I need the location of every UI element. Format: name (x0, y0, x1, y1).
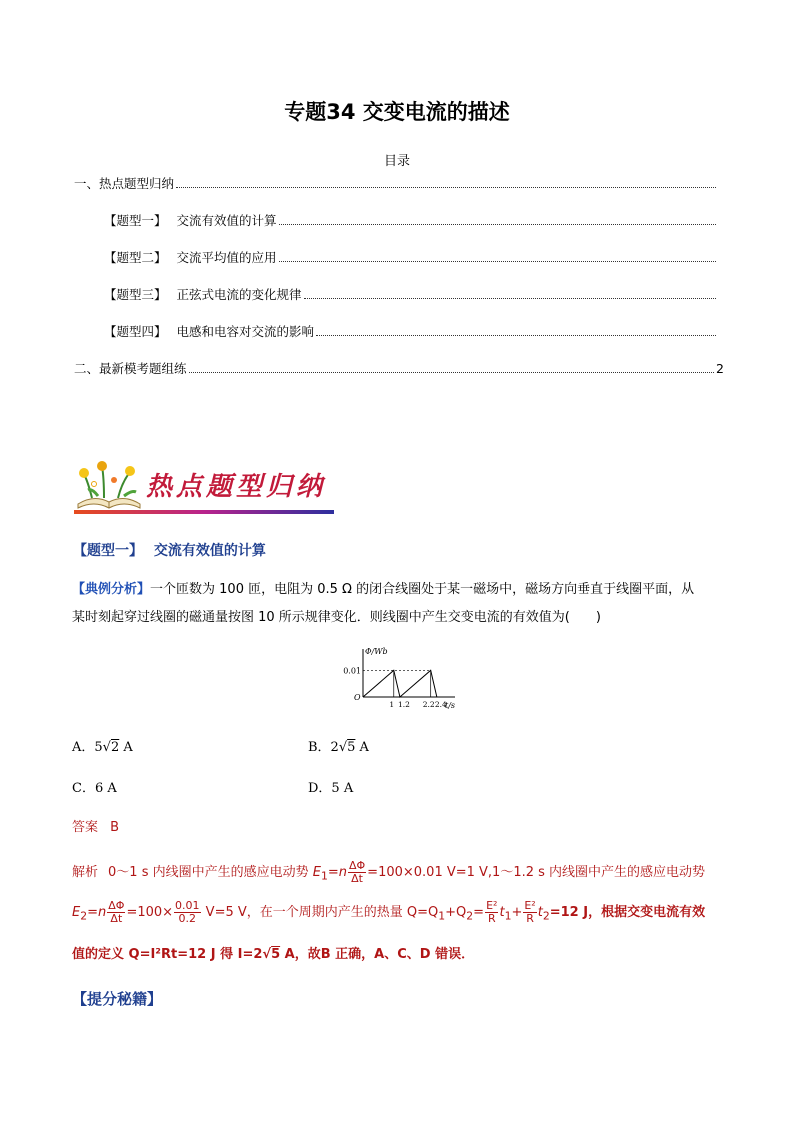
toc (74, 174, 724, 377)
y-axis-label: Φ/Wb (365, 647, 388, 656)
toc-entry[interactable] (74, 174, 724, 192)
book-flowers-icon (74, 460, 144, 510)
fraction-denominator: R (487, 912, 496, 925)
toc-entry-label: 交流平均值的应用 (176, 250, 277, 265)
toc-entry[interactable] (104, 322, 724, 340)
analysis-symbol: E (312, 865, 321, 880)
banner-underline (74, 510, 334, 514)
origin-label: O (354, 693, 361, 702)
fraction-numerator: 0.01 (175, 899, 200, 912)
analysis-subscript: 1 (504, 909, 512, 923)
analysis-text: =12 J，根据交变电流有效 (549, 905, 706, 920)
analysis-subscript: 2 (542, 909, 550, 923)
analysis-radicand: 5 (271, 947, 281, 962)
section-heading (73, 540, 266, 560)
fraction-denominator: R (526, 912, 534, 925)
toc-entry-tag: 【题型四】 (104, 324, 167, 339)
analysis-subscript: 2 (80, 909, 88, 923)
analysis-symbol: t (537, 905, 543, 920)
flux-series-line (363, 670, 437, 697)
option-d[interactable]: D．5 A (308, 781, 354, 796)
fraction-denominator: Δt (110, 912, 123, 925)
sqrt-symbol: √ (102, 740, 111, 755)
option-a[interactable] (72, 736, 133, 755)
analysis-text: +Q (445, 905, 467, 920)
banner-title: 热点题型归纳 (146, 472, 327, 502)
analysis-symbol: t (499, 905, 505, 920)
analysis-subscript: 1 (320, 869, 328, 883)
toc-entry-tag: 【题型二】 (104, 250, 167, 265)
analysis-text: 值的定义 Q=I²Rt=12 J 得 I=2 (72, 947, 263, 962)
option-b-radicand: 5 (347, 740, 356, 755)
fraction-numerator: ΔΦ (348, 859, 366, 872)
option-a-unit: A (119, 740, 133, 755)
toc-page: 2 (716, 361, 724, 376)
x-axis-label: t/s (445, 701, 455, 710)
toc-leader (189, 372, 715, 373)
fraction (174, 900, 201, 925)
example-line2: 某时刻起穿过线圈的磁通量按图 10 所示规律变化．则线圈中产生交变电流的有效值为( ) (72, 610, 601, 625)
toc-leader (279, 261, 716, 262)
answer-label: 答案 (72, 820, 99, 835)
example-tag: 【典例分析】 (72, 582, 151, 597)
analysis-symbol: =n (87, 905, 107, 920)
option-a-label: A．5 (72, 740, 103, 755)
analysis-text: + (511, 905, 523, 920)
x-tick-label: 1.2 (397, 700, 410, 709)
fraction (348, 860, 366, 885)
analysis-text: A，故B 正确，A、C、D 错误． (280, 947, 475, 962)
toc-entry-label: 一、热点题型归纳 (74, 176, 175, 191)
x-tick-label: 2.2 (422, 700, 435, 709)
option-a-radicand: 2 (110, 740, 120, 755)
analysis-line-3 (72, 943, 474, 962)
example-line1: 一个匝数为 100 匝，电阻为 0.5 Ω 的闭合线圈处于某一磁场中，磁场方向垂直于线圈平面，从 (150, 582, 695, 597)
toc-heading: 目录 (383, 154, 410, 169)
fraction (107, 900, 125, 925)
analysis-text: =100× (126, 905, 174, 920)
tips-heading: 【提分秘籍】 (72, 990, 163, 1008)
option-b-label: B．2 (308, 740, 339, 755)
analysis-subscript: 2 (466, 909, 474, 923)
answer-line (72, 816, 119, 835)
fraction (523, 900, 536, 925)
toc-entry-label: 电感和电容对交流的影响 (176, 324, 315, 339)
analysis-symbol: E (72, 905, 81, 920)
fraction-numerator: ΔΦ (108, 899, 125, 912)
toc-leader (279, 224, 716, 225)
toc-entry[interactable] (104, 211, 724, 229)
toc-entry[interactable] (74, 359, 724, 377)
analysis-text: =100×0.01 V=1 V,1～1.2 s 内线圈中产生的感应电动势 (367, 865, 706, 880)
toc-entry[interactable] (104, 248, 724, 266)
fraction-numerator: E² (486, 899, 498, 912)
flux-chart (335, 645, 455, 711)
toc-leader (316, 335, 716, 336)
toc-entry-label: 交流有效值的计算 (176, 213, 277, 228)
toc-entry-tag: 【题型三】 (104, 287, 167, 302)
analysis-line-2 (72, 900, 705, 925)
answer-value: B (110, 820, 120, 835)
y-tick-label: 0.01 (343, 666, 361, 676)
analysis-subscript: 1 (438, 909, 446, 923)
analysis-label: 解析 (72, 865, 99, 880)
sqrt-symbol: √ (262, 947, 272, 962)
toc-entry-tag: 【题型一】 (104, 213, 167, 228)
section-label: 交流有效值的计算 (153, 543, 266, 559)
fraction-denominator: 0.2 (178, 912, 197, 925)
toc-leader (304, 298, 716, 299)
toc-leader (176, 187, 716, 188)
analysis-line-1 (72, 860, 705, 885)
document-title: 专题34 交变电流的描述 (284, 100, 510, 124)
x-tick-label: 2.4 (434, 700, 447, 709)
analysis-text: = (473, 905, 485, 920)
example-paragraph (72, 576, 722, 632)
toc-entry-label: 二、最新模考题组练 (74, 361, 187, 376)
sqrt-symbol: √ (338, 740, 348, 755)
toc-entry[interactable] (104, 285, 724, 303)
fraction-denominator: Δt (351, 872, 363, 885)
analysis-text: 0～1 s 内线圈中产生的感应电动势 (108, 865, 313, 880)
option-b-unit: A (355, 740, 369, 755)
option-c[interactable]: C．6 A (72, 781, 117, 796)
section-tag: 【题型一】 (73, 543, 143, 559)
x-tick-label: 1 (389, 700, 395, 709)
analysis-symbol: =n (327, 865, 347, 880)
analysis-text: V=5 V，在一个周期内产生的热量 Q=Q (201, 905, 439, 920)
option-b[interactable] (308, 736, 369, 755)
toc-entry-label: 正弦式电流的变化规律 (176, 287, 302, 302)
section-banner (74, 460, 334, 516)
fraction (485, 900, 498, 925)
fraction-numerator: E² (524, 899, 536, 912)
